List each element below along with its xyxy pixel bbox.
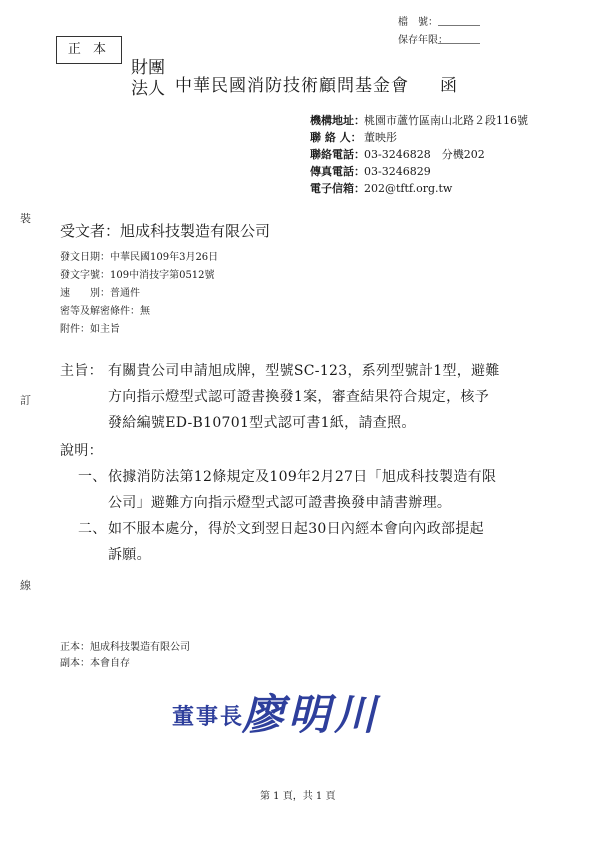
meta-row-date	[60, 248, 218, 263]
contact-value: 桃園市蘆竹區南山北路２段116號	[364, 114, 528, 127]
explanation-item-number: 二、	[78, 521, 107, 537]
contact-value: 202@tftf.org.tw	[364, 182, 453, 195]
retention-period-line	[438, 43, 480, 44]
retention-period-label: 保存年限：	[398, 35, 448, 46]
signature-title: 董事長	[172, 705, 245, 730]
binding-mark-line: 線	[20, 579, 31, 592]
archive-number-label: 檔 號：	[398, 17, 438, 28]
recipient: 受文者：旭成科技製造有限公司	[60, 222, 271, 240]
meta-label: 速 別：	[60, 288, 110, 299]
doc-type: 函	[440, 76, 457, 96]
contact-value: 03-3246829	[364, 165, 431, 178]
contact-label: 機構地址：	[310, 114, 365, 127]
signature-name: 廖明川	[242, 690, 381, 739]
chairman-signature	[172, 678, 381, 739]
explanation-label: 說明：	[60, 443, 103, 459]
contact-row-email	[310, 180, 452, 196]
explanation-item-line: 訴願。	[108, 547, 151, 563]
subject-line: 有關貴公司申請旭成牌，型號SC-123，系列型號計1型，避難	[108, 363, 500, 379]
explanation-item-line: 如不服本處分，得於文到翌日起30日內經本會向內政部提起	[108, 521, 484, 537]
meta-row-secrecy	[60, 302, 150, 317]
original-copy-stamp: 正 本	[56, 36, 122, 64]
org-name: 中華民國消防技術顧問基金會	[175, 76, 409, 96]
meta-row-attachment	[60, 320, 120, 335]
binding-mark-bind: 裝	[20, 212, 31, 225]
contact-row-address	[310, 112, 528, 128]
contact-row-fax	[310, 163, 431, 179]
page-number: 第 1 頁，共 1 頁	[260, 791, 336, 802]
contact-label: 傳真電話：	[310, 165, 365, 178]
cc-copy: 副本：本會自存	[60, 658, 130, 669]
meta-value: 普通件	[110, 288, 140, 299]
meta-row-speed	[60, 284, 140, 299]
subject-line: 發給編號ED-B10701型式認可書1紙，請查照。	[108, 415, 416, 431]
contact-label: 聯 絡 人：	[310, 131, 362, 144]
contact-label: 聯絡電話：	[310, 148, 365, 161]
meta-value: 如主旨	[90, 324, 120, 335]
subject-label: 主旨：	[60, 363, 103, 379]
contact-value: 03-3246828 分機202	[364, 148, 485, 161]
meta-value: 109中消技字第0512號	[110, 270, 215, 281]
meta-label: 密等及解密條件：	[60, 306, 140, 317]
meta-value: 中華民國109年3月26日	[110, 252, 219, 263]
meta-label: 發文字號：	[60, 270, 110, 281]
meta-label: 發文日期：	[60, 252, 110, 263]
meta-label: 附件：	[60, 324, 90, 335]
contact-row-person	[310, 129, 397, 145]
subject-line: 方向指示燈型式認可證書換發1案，審查結果符合規定，核予	[108, 389, 490, 405]
archive-number-line	[438, 25, 480, 26]
contact-label: 電子信箱：	[310, 182, 365, 195]
meta-value: 無	[140, 306, 150, 317]
explanation-item-line: 公司」避難方向指示燈型式認可證書換發申請書辦理。	[108, 495, 452, 511]
org-prefix: 財團法人	[131, 58, 165, 99]
explanation-item-number: 一、	[78, 469, 107, 485]
cc-original: 正本：旭成科技製造有限公司	[60, 642, 190, 653]
contact-row-phone	[310, 146, 485, 162]
meta-row-doc-number	[60, 266, 215, 281]
explanation-item-line: 依據消防法第12條規定及109年2月27日「旭成科技製造有限	[108, 469, 497, 485]
contact-value: 董映彤	[364, 131, 397, 144]
binding-mark-staple: 訂	[20, 394, 31, 407]
